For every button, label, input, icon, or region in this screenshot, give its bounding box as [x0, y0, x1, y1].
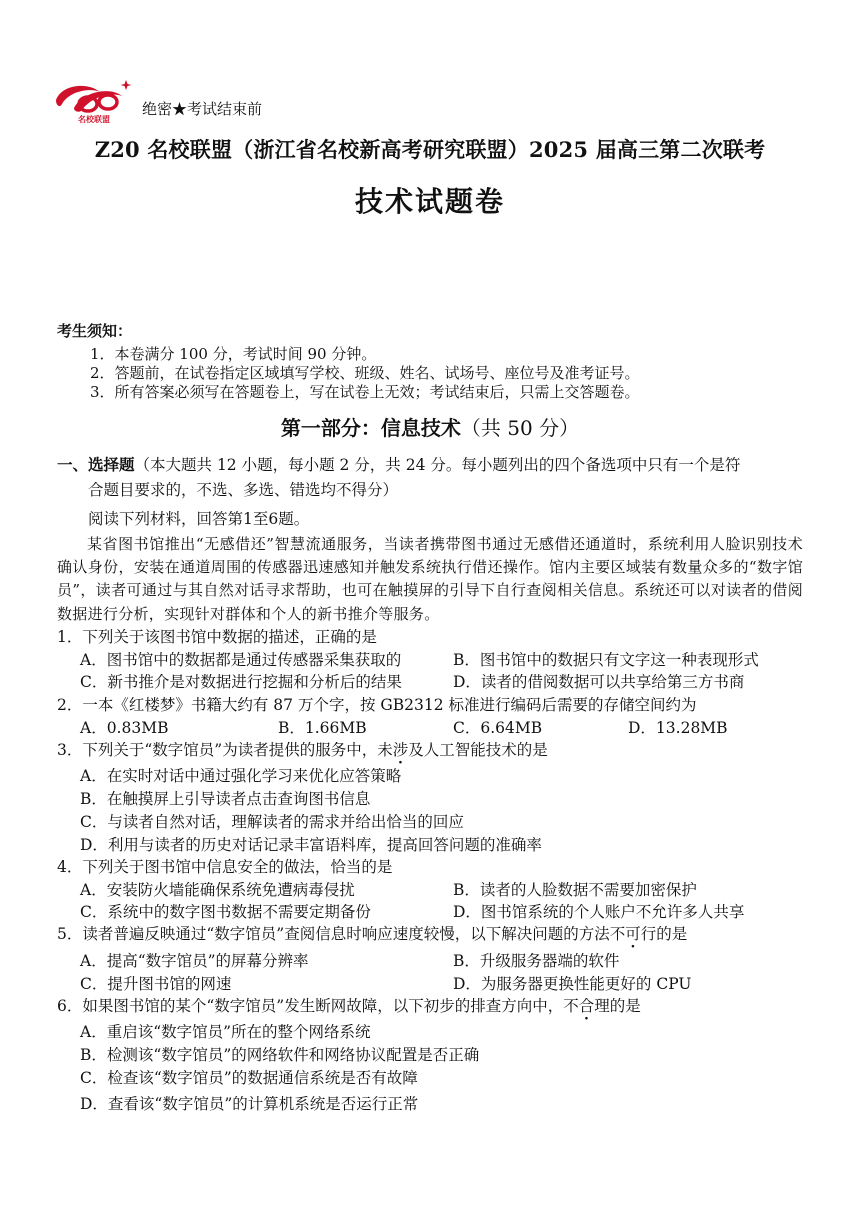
- question-2-option-c: C．6.64MB: [453, 719, 543, 737]
- part-score: （共 50 分）: [460, 416, 580, 440]
- section-desc: （本大题共 12 小题，每小题 2 分，共 24 分。每小题列出的四个备选项中只有一个是符: [134, 456, 741, 474]
- section-label: 一、选择题: [57, 455, 135, 474]
- part-title: [0, 412, 860, 441]
- question-1-stem: 1．下列关于该图书馆中数据的描述，正确的是: [57, 628, 377, 646]
- question-6-option-d: D．查看该“数字馆员”的计算机系统是否运行正常: [80, 1095, 419, 1113]
- question-6-stem-post: 的是: [609, 997, 641, 1015]
- question-1-option-c: C．新书推介是对数据进行挖掘和分析后的结果: [80, 673, 402, 691]
- question-3-stem-pre: 3．下列关于“数字馆员”为读者提供的服务中，: [57, 741, 378, 759]
- question-5-option-c: C．提升图书馆的网速: [80, 975, 232, 993]
- question-3-option-b: B．在触摸屏上引导读者点击查询图书信息: [80, 790, 371, 808]
- question-2-option-d: D．13.28MB: [628, 719, 728, 737]
- section-heading: [57, 452, 807, 478]
- question-6-emphasis: 不合理: [563, 997, 610, 1015]
- question-3-option-d: D．利用与读者的历史对话记录丰富语料库，提高回答问题的准确率: [80, 836, 542, 854]
- league-logo-icon: [52, 78, 136, 128]
- question-5-option-b: B．升级服务器端的软件: [453, 952, 620, 970]
- question-5-stem: [57, 922, 687, 944]
- question-5-stem-pre: 5．读者普遍反映通过“数字馆员”查阅信息时响应速度较慢，以下解决问题的方法: [57, 925, 610, 943]
- reading-material: 某省图书馆推出“无感借还”智慧流通服务，当读者携带图书通过无感借还通道时，系统利用人脸识别技术确认身份，安装在通道周围的传感器迅速感知并触发系统执行借还操作。馆内主要区域装有数量众多的“数字馆员”，读者可通过与其自然对话寻求帮助，也可在触摸屏的引导下自行查阅相关信息。系统还可以对读者的借阅数据进行分析，实现针对群体和个人的新书推介等服务。: [57, 535, 803, 623]
- exam-sub-title: 技术试题卷: [354, 185, 505, 218]
- exam-main-title: Z20 名校联盟（浙江省名校新高考研究联盟）2025 届高三第二次联考: [94, 137, 766, 162]
- question-5-stem-post: 的是: [656, 925, 688, 943]
- logo-text: 名校联盟: [78, 115, 110, 124]
- question-6-option-b: B．检测该“数字馆员”的网络软件和网络协议配置是否正确: [80, 1046, 480, 1064]
- question-6-stem-pre: 6．如果图书馆的某个“数字馆员”发生断网故障，以下初步的排查方向中，: [57, 997, 564, 1015]
- question-6-stem: [57, 994, 641, 1016]
- question-3-stem: [57, 738, 548, 760]
- question-5-emphasis: 不可行: [609, 925, 657, 943]
- question-3-emphasis: 未涉及: [377, 741, 424, 759]
- notice-item: 2．答题前，在试卷指定区域填写学校、班级、姓名、试场号、座位号及准考证号。: [90, 364, 640, 382]
- question-5-option-a: A．提高“数字馆员”的屏幕分辨率: [80, 952, 309, 970]
- part-title-text: 第一部分：信息技术: [280, 416, 461, 440]
- question-2-option-a: A．0.83MB: [80, 719, 169, 737]
- question-1-option-d: D．读者的借阅数据可以共享给第三方书商: [453, 673, 745, 691]
- question-4-option-b: B．读者的人脸数据不需要加密保护: [453, 881, 697, 899]
- question-4-stem: 4．下列关于图书馆中信息安全的做法，恰当的是: [57, 858, 393, 876]
- question-2-stem: 2．一本《红楼梦》书籍大约有 87 万个字，按 GB2312 标准进行编码后需要的存储空间约为: [57, 696, 697, 714]
- question-1-option-a: A．图书馆中的数据都是通过传感器采集获取的: [80, 651, 402, 669]
- question-3-stem-post: 人工智能技术的是: [423, 741, 548, 759]
- question-4-option-d: D．图书馆系统的个人账户不允许多人共享: [453, 903, 745, 921]
- question-4-option-a: A．安装防火墙能确保系统免遭病毒侵扰: [80, 881, 355, 899]
- read-instruction: 阅读下列材料，回答第1至6题。: [88, 510, 310, 528]
- question-3-option-c: C．与读者自然对话，理解读者的需求并给出恰当的回应: [80, 813, 464, 831]
- notice-item: 1．本卷满分 100 分，考试时间 90 分钟。: [90, 345, 377, 363]
- question-6-option-c: C．检查该“数字馆员”的数据通信系统是否有故障: [80, 1069, 418, 1087]
- question-1-option-b: B．图书馆中的数据只有文字这一种表现形式: [453, 651, 759, 669]
- question-4-option-c: C．系统中的数字图书数据不需要定期备份: [80, 903, 371, 921]
- question-5-option-d: D．为服务器更换性能更好的 CPU: [453, 975, 692, 993]
- secret-label: 绝密★考试结束前: [142, 100, 263, 118]
- question-3-option-a: A．在实时对话中通过强化学习来优化应答策略: [80, 767, 402, 785]
- notice-item: 3．所有答案必须写在答题卷上，写在试卷上无效；考试结束后，只需上交答题卷。: [90, 383, 640, 401]
- question-2-option-b: B．1.66MB: [278, 719, 367, 737]
- question-6-option-a: A．重启该“数字馆员”所在的整个网络系统: [80, 1023, 371, 1041]
- section-desc-cont: 合题目要求的，不选、多选、错选均不得分）: [88, 481, 399, 499]
- notice-heading: 考生须知：: [57, 322, 133, 340]
